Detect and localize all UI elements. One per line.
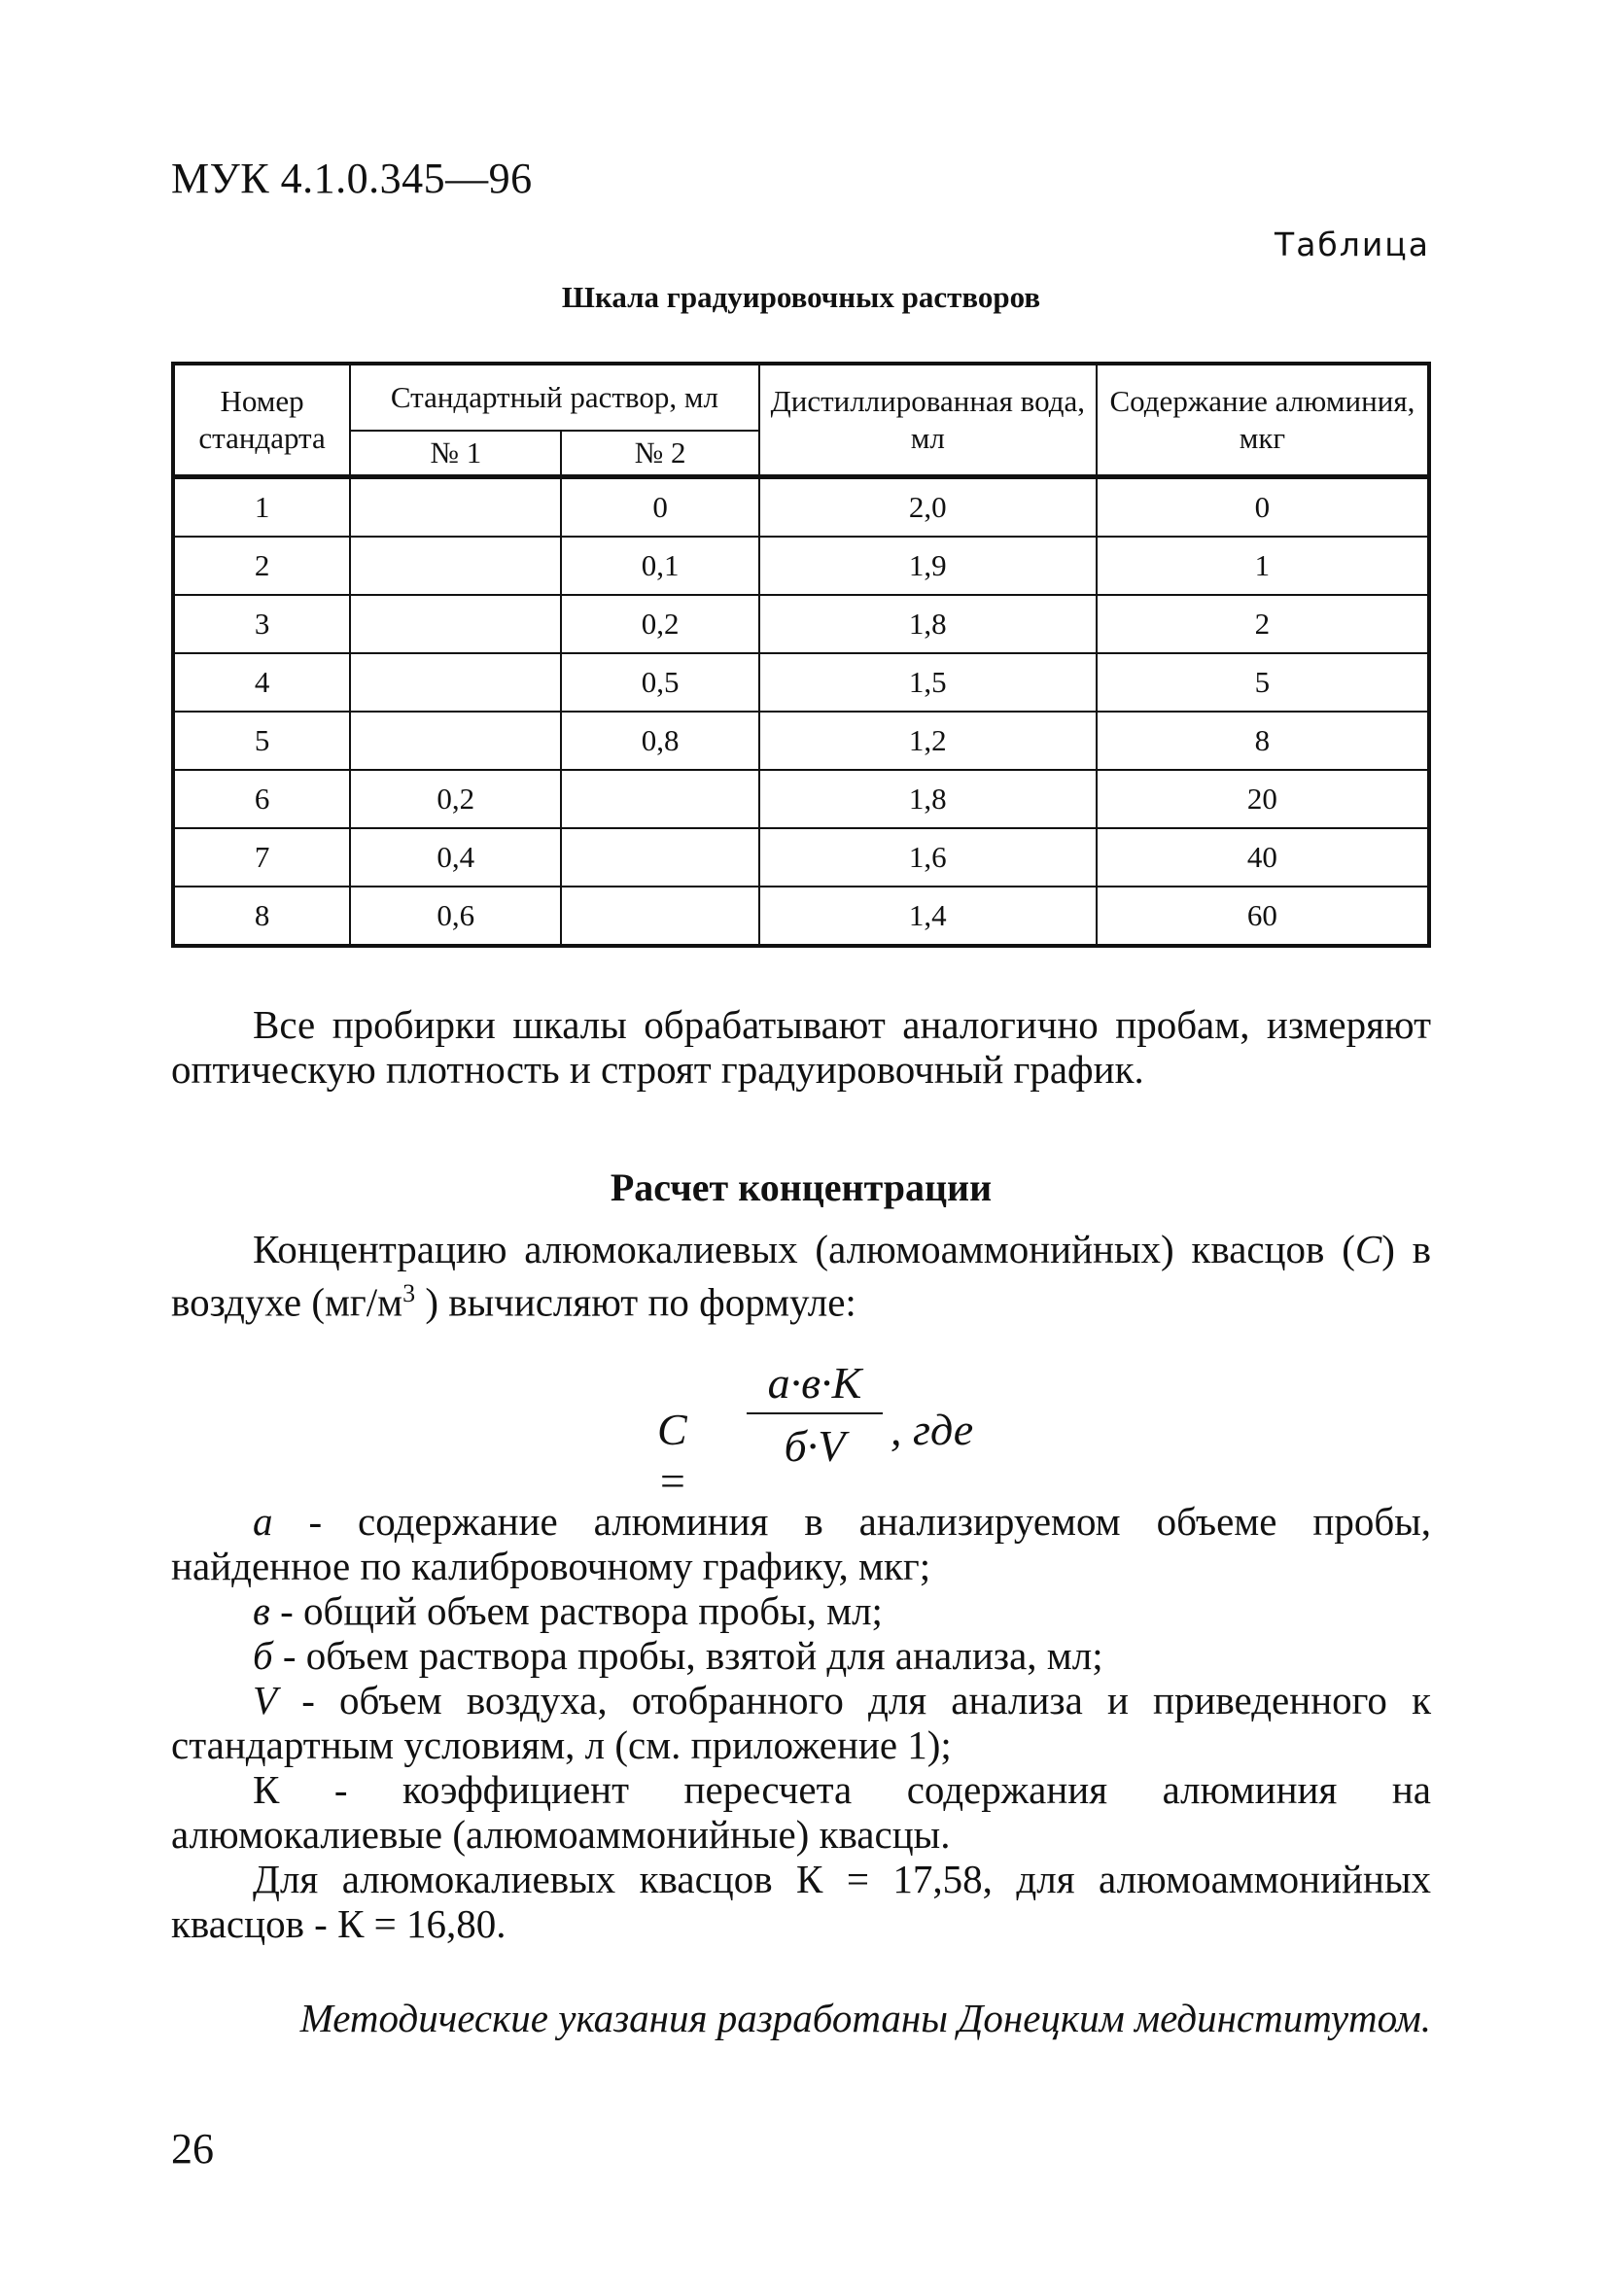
- definition-symbol: V: [253, 1678, 278, 1722]
- cell-standard-number: 1: [173, 477, 350, 538]
- cell-aluminum-content: 0: [1097, 477, 1429, 538]
- cell-solution-no1: 0,6: [350, 887, 561, 946]
- cell-solution-no2: 0: [561, 477, 758, 538]
- cell-distilled-water: 1,5: [759, 653, 1097, 712]
- definition-item: [171, 1767, 1431, 1857]
- formula-denominator: б·V: [784, 1421, 846, 1471]
- header-solution-no2: № 2: [561, 431, 758, 477]
- header-solution-no1: № 1: [350, 431, 561, 477]
- cell-standard-number: 6: [173, 770, 350, 828]
- cell-aluminum-content: 8: [1097, 712, 1429, 770]
- cell-standard-number: 2: [173, 537, 350, 595]
- definition-text: - объем воздуха, отобранного для анализа и приведенного к стандартным условиям, л (см. приложение 1);: [171, 1678, 1431, 1767]
- definition-item: [171, 1588, 1431, 1633]
- cell-standard-number: 7: [173, 828, 350, 887]
- cell-aluminum-content: 40: [1097, 828, 1429, 887]
- header-standard-number: Номер стандарта: [173, 364, 350, 477]
- cell-solution-no2: 0,5: [561, 653, 758, 712]
- cell-solution-no2: 0,8: [561, 712, 758, 770]
- calibration-table: [171, 362, 1431, 948]
- cell-aluminum-content: 2: [1097, 595, 1429, 653]
- header-aluminum-content: Содержание алюминия, мкг: [1097, 364, 1429, 477]
- cell-distilled-water: 1,6: [759, 828, 1097, 887]
- cell-solution-no1: [350, 537, 561, 595]
- cell-solution-no2: 0,2: [561, 595, 758, 653]
- definition-item: [171, 1678, 1431, 1767]
- cell-distilled-water: 2,0: [759, 477, 1097, 538]
- definitions-list: [171, 1499, 1431, 1946]
- cell-solution-no2: [561, 770, 758, 828]
- definition-text: - коэффициент пересчета содержания алюминия на алюмокалиевые (алюмоаммонийные) квасцы.: [171, 1767, 1431, 1857]
- formula-lhs: C =: [657, 1405, 688, 1506]
- definition-symbol: б: [253, 1633, 273, 1678]
- cell-solution-no1: [350, 595, 561, 653]
- footer-note: Методические указания разработаны Донецким мединститутом.: [299, 1996, 1431, 2040]
- intro-text-middle: ) в воздухе (мг/м: [171, 1227, 1431, 1325]
- table-body: [173, 477, 1429, 947]
- table-label: Таблица: [1275, 226, 1430, 263]
- definition-item: [171, 1499, 1431, 1588]
- intro-superscript: 3: [402, 1279, 416, 1307]
- paragraph-formula-intro: [171, 1227, 1431, 1325]
- table-row: [173, 887, 1429, 946]
- cell-standard-number: 8: [173, 887, 350, 946]
- table-row: [173, 477, 1429, 538]
- definition-symbol: в: [253, 1588, 270, 1633]
- cell-solution-no1: [350, 712, 561, 770]
- definition-item: [171, 1633, 1431, 1678]
- formula-numerator: а·в·K: [767, 1358, 862, 1408]
- cell-aluminum-content: 5: [1097, 653, 1429, 712]
- table-title: Шкала градуировочных растворов: [561, 280, 1041, 314]
- definition-text: - объем раствора пробы, взятой для анализа, мл;: [272, 1633, 1103, 1678]
- table-row: [173, 828, 1429, 887]
- calibration-table-container: [171, 362, 1431, 948]
- definition-symbol: а: [253, 1499, 273, 1544]
- paragraph-coefficients: Для алюмокалиевых квасцов К = 17,58, для алюмоаммонийных квасцов - К = 16,80.: [171, 1857, 1431, 1946]
- table-header: [173, 364, 1429, 477]
- table-row: [173, 537, 1429, 595]
- formula-tail: , где: [891, 1405, 974, 1454]
- definition-text: - общий объем раствора пробы, мл;: [269, 1588, 883, 1633]
- cell-aluminum-content: 1: [1097, 537, 1429, 595]
- table-row: [173, 770, 1429, 828]
- cell-distilled-water: 1,4: [759, 887, 1097, 946]
- cell-distilled-water: 1,2: [759, 712, 1097, 770]
- cell-solution-no1: [350, 653, 561, 712]
- page-number: 26: [171, 2125, 214, 2173]
- cell-solution-no1: [350, 477, 561, 538]
- cell-distilled-water: 1,9: [759, 537, 1097, 595]
- header-distilled-water: Дистиллированная вода, мл: [759, 364, 1097, 477]
- cell-solution-no2: 0,1: [561, 537, 758, 595]
- header-standard-solution: Стандартный раствор, мл: [350, 364, 759, 431]
- definition-text: - содержание алюминия в анализируемом объеме пробы, найденное по калибровочному графику, мкг;: [171, 1499, 1431, 1588]
- cell-solution-no1: 0,2: [350, 770, 561, 828]
- doc-code: МУК 4.1.0.345—96: [171, 155, 533, 202]
- table-row: [173, 653, 1429, 712]
- cell-solution-no1: 0,4: [350, 828, 561, 887]
- cell-standard-number: 5: [173, 712, 350, 770]
- intro-symbol-c: C: [1354, 1227, 1382, 1271]
- definition-symbol: К: [253, 1767, 280, 1812]
- table-row: [173, 712, 1429, 770]
- paragraph-procedure: Все пробирки шкалы обрабатывают аналогично пробам, измеряют оптическую плотность и строят градуировочный график.: [171, 1002, 1431, 1092]
- cell-distilled-water: 1,8: [759, 770, 1097, 828]
- formula-fraction: [747, 1357, 883, 1472]
- intro-text-end: ) вычисляют по формуле:: [415, 1279, 856, 1325]
- cell-standard-number: 3: [173, 595, 350, 653]
- cell-aluminum-content: 60: [1097, 887, 1429, 946]
- cell-solution-no2: [561, 828, 758, 887]
- section-title: Расчет концентрации: [610, 1165, 993, 1209]
- cell-distilled-water: 1,8: [759, 595, 1097, 653]
- table-row: [173, 595, 1429, 653]
- cell-standard-number: 4: [173, 653, 350, 712]
- cell-aluminum-content: 20: [1097, 770, 1429, 828]
- cell-solution-no2: [561, 887, 758, 946]
- intro-text-start: Концентрацию алюмокалиевых (алюмоаммонийных) квасцов (: [253, 1227, 1355, 1271]
- fraction-bar: [747, 1412, 883, 1414]
